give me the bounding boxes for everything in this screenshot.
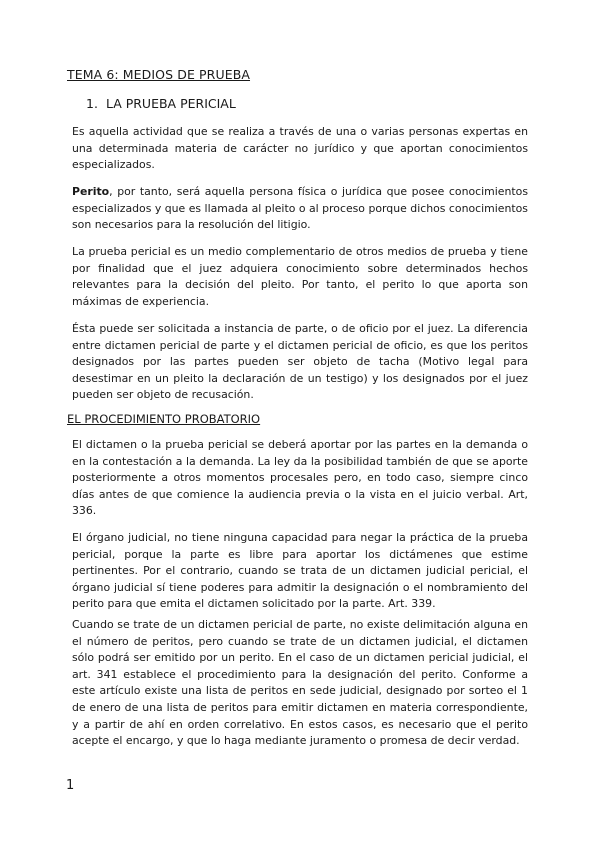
section-heading-procedimiento: EL PROCEDIMIENTO PROBATORIO <box>67 412 261 426</box>
section-heading-text: LA PRUEBA PERICIAL <box>105 96 236 111</box>
paragraph-numero-peritos: Cuando se trate de un dictamen pericial de parte, no existe delimitación alguna en el número de peritos, pero cuando se trate de un dictamen judicial, el dictamen sólo podrá ser emitido por un perito. En el caso de un dictamen pericial judicial, el art. 341 establece el procedimiento para la designación del perito. Conforme a este artículo existe una lista de peritos en sede judicial, designado por sorteo el 1 de enero de una lista de peritos para emitir dictamen en materia correspondiente, y a partir de ahí en orden correlativo. En estos casos, es necesario que el perito acepte el encargo, y que lo haga mediante juramento o promesa de decir verdad. <box>72 618 528 748</box>
paragraph-request: Ésta puede ser solicitada a instancia de parte, o de oficio por el juez. La diferencia entre dictamen pericial de parte y el dictamen pericial de oficio, es que los peritos designados por las partes pueden ser objeto de tacha (Motivo legal para desestimar en un pleito la declaración de un testigo) y los designados por el juez pueden ser objeto de recusación. <box>72 322 528 402</box>
paragraph-perito-text: , por tanto, será aquella persona física o jurídica que posee conocimientos especializados y que es llamada al pleito o al proceso porque dichos conocimientos son necesarios para la resolución del litigio. <box>72 185 528 232</box>
paragraph-definition: Es aquella actividad que se realiza a través de una o varias personas expertas en una determinada materia de carácter no jurídico y que aportan conocimientos especializados. <box>72 125 528 172</box>
page-number: 1 <box>66 778 75 793</box>
document-title: TEMA 6: MEDIOS DE PRUEBA <box>67 67 251 82</box>
paragraph-complementary: La prueba pericial es un medio complementario de otros medios de prueba y tiene por finalidad que el juez adquiera conocimiento sobre determinados hechos relevantes para la decisión del pleito. Por tanto, el perito lo que aporta son máximas de experiencia. <box>72 245 528 308</box>
section-number: 1. <box>86 96 98 111</box>
paragraph-perito <box>72 184 528 234</box>
paragraph-organo-judicial: El órgano judicial, no tiene ninguna capacidad para negar la práctica de la prueba pericial, porque la parte es libre para aportar los dictámenes que estime pertinentes. Por el contrario, cuando se trata de un dictamen judicial pericial, el órgano judicial sí tiene poderes para admitir la designación o el nombramiento del perito para que emita el dictamen solicitado por la parte. Art. 339. <box>72 531 528 611</box>
paragraph-dictamen: El dictamen o la prueba pericial se deberá aportar por las partes en la demanda o en la contestación a la demanda. La ley da la posibilidad también de que se aporte posteriormente a otros momentos procesales pero, en todo caso, siempre cinco días antes de que comience la audiencia previa o la vista en el juicio verbal. Art, 336. <box>72 438 528 518</box>
section-heading-prueba-pericial <box>86 96 236 111</box>
bold-term-perito: Perito <box>72 185 110 198</box>
